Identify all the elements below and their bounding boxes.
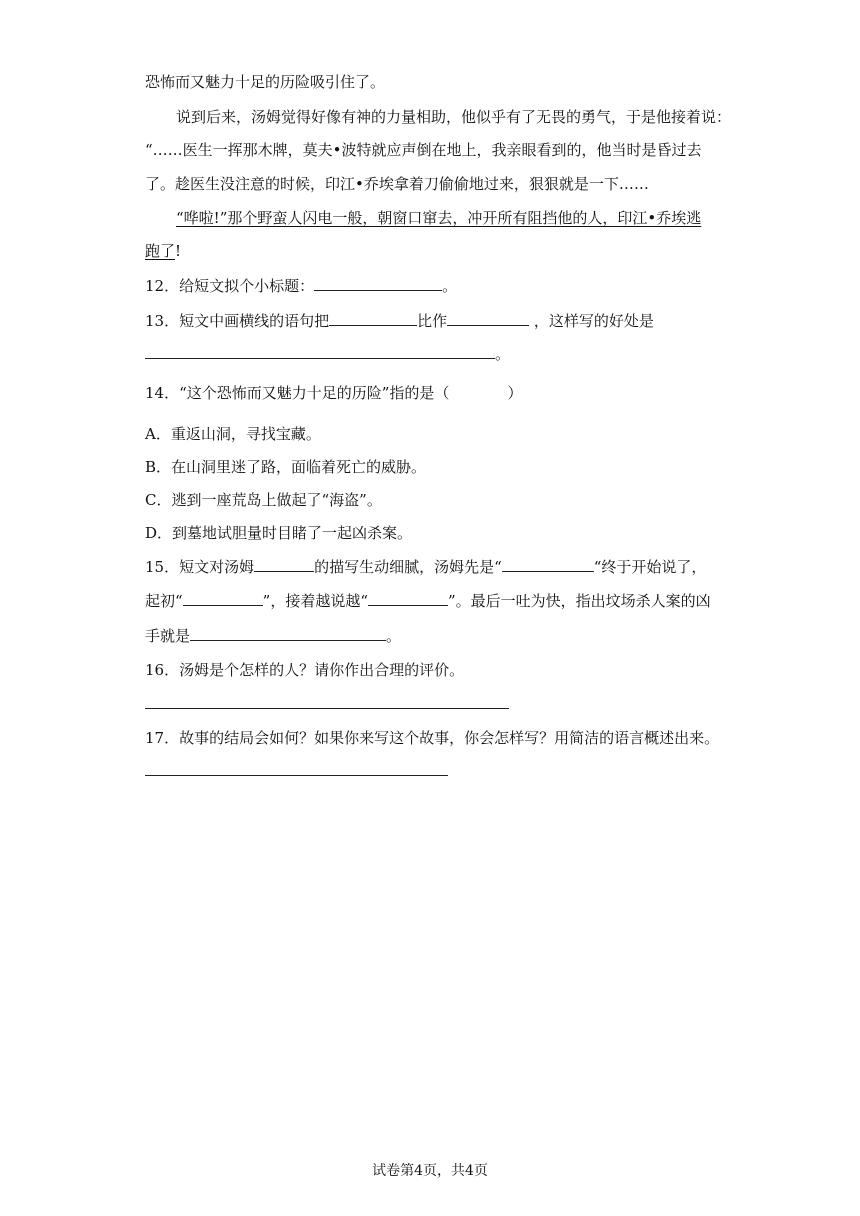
page-footer: 试卷第4页，共4页: [372, 1163, 488, 1179]
option-c: C．逃到一座荒岛上做起了“海盗”。: [145, 491, 382, 509]
question-17: 17．故事的结局会如何？如果你来写这个故事，你会怎样写？用简洁的语言概述出来。: [145, 729, 720, 747]
question-text: 13．短文中画横线的语句把: [145, 312, 330, 330]
question-text: 手就是: [145, 627, 191, 645]
answer-blank[interactable]: [447, 311, 529, 326]
question-text: 。: [386, 627, 402, 645]
exclamation: !: [175, 242, 182, 260]
answer-blank[interactable]: [314, 276, 442, 291]
passage-line: [145, 241, 181, 261]
answer-blank[interactable]: [329, 311, 417, 326]
question-13: [145, 311, 654, 331]
passage-line: 说到后来，汤姆觉得好像有神的力量相助，他似乎有了无畏的勇气，于是他接着说：: [176, 108, 732, 126]
underlined-sentence: “哗啦!”那个野蛮人闪电一般，朝窗口窜去，冲开所有阻挡他的人，印江•乔埃逃: [176, 209, 702, 227]
answer-blank[interactable]: [183, 591, 263, 606]
question-text: ，这样写的好处是: [533, 312, 654, 330]
answer-blank[interactable]: [368, 591, 448, 606]
question-text: ”。最后一吐为快，指出坟场杀人案的凶: [448, 592, 711, 610]
question-text: 。: [495, 345, 511, 363]
answer-blank[interactable]: [502, 557, 594, 572]
question-15-line2: [145, 591, 711, 611]
passage-line: 了。趁医生没注意的时候，印江•乔埃拿着刀偷偷地过来，狠狠就是一下……: [145, 175, 649, 193]
question-text: 的描写生动细腻，汤姆先是“: [314, 558, 502, 576]
question-text: 比作: [417, 312, 448, 330]
answer-blank[interactable]: [254, 557, 314, 572]
passage-line: “……医生一挥那木牌，莫夫•波特就应声倒在地上，我亲眼看到的，他当时是昏过去: [145, 141, 702, 159]
question-text: ）: [507, 384, 523, 402]
question-text: 。: [442, 277, 458, 295]
question-text: “终于开始说了，: [593, 558, 707, 576]
question-text: 14．“这个恐怖而又魅力十足的历险”指的是（: [145, 384, 450, 402]
question-16: 16．汤姆是个怎样的人？请你作出合理的评价。: [145, 661, 465, 679]
answer-line[interactable]: [145, 775, 448, 776]
question-13-answer-line: [145, 344, 510, 364]
question-15: [145, 557, 706, 577]
option-d: D．到墓地试胆量时目睹了一起凶杀案。: [145, 524, 413, 542]
question-12: [145, 276, 457, 296]
answer-blank[interactable]: [145, 344, 495, 359]
question-14: [145, 383, 522, 403]
passage-line: 恐怖而又魅力十足的历险吸引住了。: [145, 73, 386, 91]
answer-blank[interactable]: [190, 626, 386, 641]
question-text: ”，接着越说越“: [262, 592, 369, 610]
question-text: 15．短文对汤姆: [145, 558, 255, 576]
question-text: 起初“: [145, 592, 183, 610]
underlined-sentence-end: 跑了: [145, 242, 176, 260]
answer-line[interactable]: [145, 708, 509, 709]
question-15-line3: [145, 626, 401, 646]
option-a: A．重返山洞，寻找宝藏。: [145, 425, 321, 443]
option-b: B．在山洞里迷了路，面临着死亡的威胁。: [145, 458, 427, 476]
question-text: 12．给短文拟个小标题：: [145, 277, 315, 295]
